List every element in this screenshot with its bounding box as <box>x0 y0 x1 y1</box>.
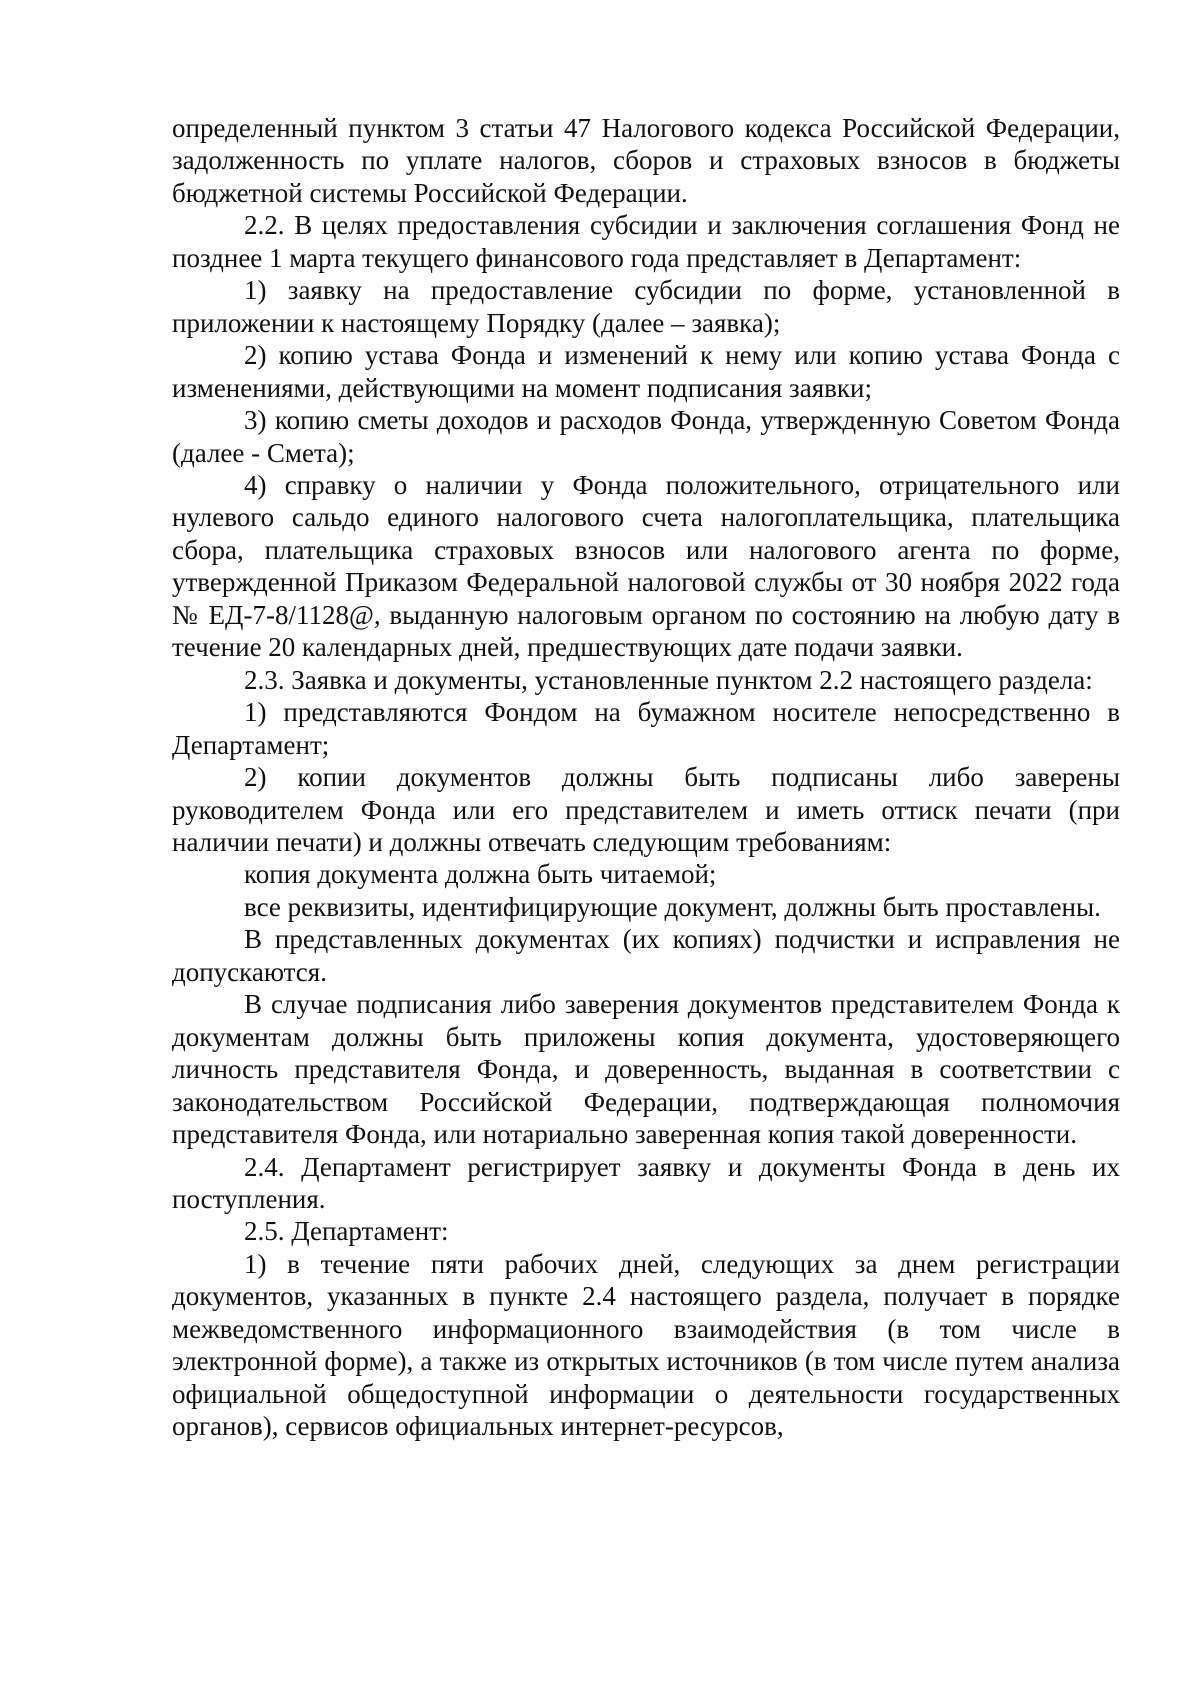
paragraph-1: определенный пунктом 3 статьи 47 Налогового кодекса Российской Федерации, задолженность по уплате налогов, сборов и страховых взносов в бюджеты бюджетной системы Российской Федерации. <box>172 113 1120 208</box>
paragraph-2-3: 2.3. Заявка и документы, установленные пунктом 2.2 настоящего раздела: <box>244 664 1093 695</box>
paragraph-no-corrections: В представленных документах (их копиях) подчистки и исправления не допускаются. <box>172 924 1120 987</box>
paragraph-2-2-item-4: 4) справку о наличии у Фонда положительного, отрицательного или нулевого сальдо единого налогового счета налогоплательщика, плательщика сбора, плательщика страховых взносов или налогового агента по форме, утвержденной Приказом Федеральной налоговой службы от 30 ноября 2022 года № ЕД-7-8/1128@, выданную налоговым органом по состоянию на любую дату в течение 20 календарных дней, предшествующих дате подачи заявки. <box>172 469 1120 663</box>
paragraph-2-2: 2.2. В целях предоставления субсидии и заключения соглашения Фонд не позднее 1 марта текущего финансового года представляет в Департамент: <box>172 210 1120 273</box>
paragraph-requirement-readable: копия документа должна быть читаемой; <box>244 859 717 890</box>
paragraph-2-5: 2.5. Департамент: <box>244 1216 449 1247</box>
paragraph-requirement-details: все реквизиты, идентифицирующие документ, должны быть проставлены. <box>244 891 1101 922</box>
paragraph-2-2-item-3: 3) копию сметы доходов и расходов Фонда, утвержденную Советом Фонда (далее - Смета); <box>172 405 1120 468</box>
paragraph-2-3-item-2: 2) копии документов должны быть подписаны либо заверены руководителем Фонда или его представителем и иметь оттиск печати (при наличии печати) и должны отвечать следующим требованиям: <box>172 762 1120 857</box>
paragraph-representative: В случае подписания либо заверения документов представителем Фонда к документам должны быть приложены копия документа, удостоверяющего личность представителя Фонда, и доверенность, выданная в соответствии с законодательством Российской Федерации, подтверждающая полномочия представителя Фонда, или нотариально заверенная копия такой доверенности. <box>172 989 1120 1150</box>
paragraph-2-3-item-1: 1) представляются Фондом на бумажном носителе непосредственно в Департамент; <box>172 697 1120 760</box>
paragraph-2-4: 2.4. Департамент регистрирует заявку и документы Фонда в день их поступления. <box>172 1151 1120 1214</box>
paragraph-2-5-item-1: 1) в течение пяти рабочих дней, следующих за днем регистрации документов, указанных в пункте 2.4 настоящего раздела, получает в порядке межведомственного информационного взаимодействия (в том числе в электронной форме), а также из открытых источников (в том числе путем анализа официальной общедоступной информации о деятельности государственных органов), сервисов официальных интернет-ресурсов, <box>172 1248 1120 1442</box>
document-text-body <box>172 112 1120 1443</box>
paragraph-2-2-item-1: 1) заявку на предоставление субсидии по форме, установленной в приложении к настоящему Порядку (далее – заявка); <box>172 275 1120 338</box>
paragraph-2-2-item-2: 2) копию устава Фонда и изменений к нему или копию устава Фонда с изменениями, действующими на момент подписания заявки; <box>172 340 1120 403</box>
